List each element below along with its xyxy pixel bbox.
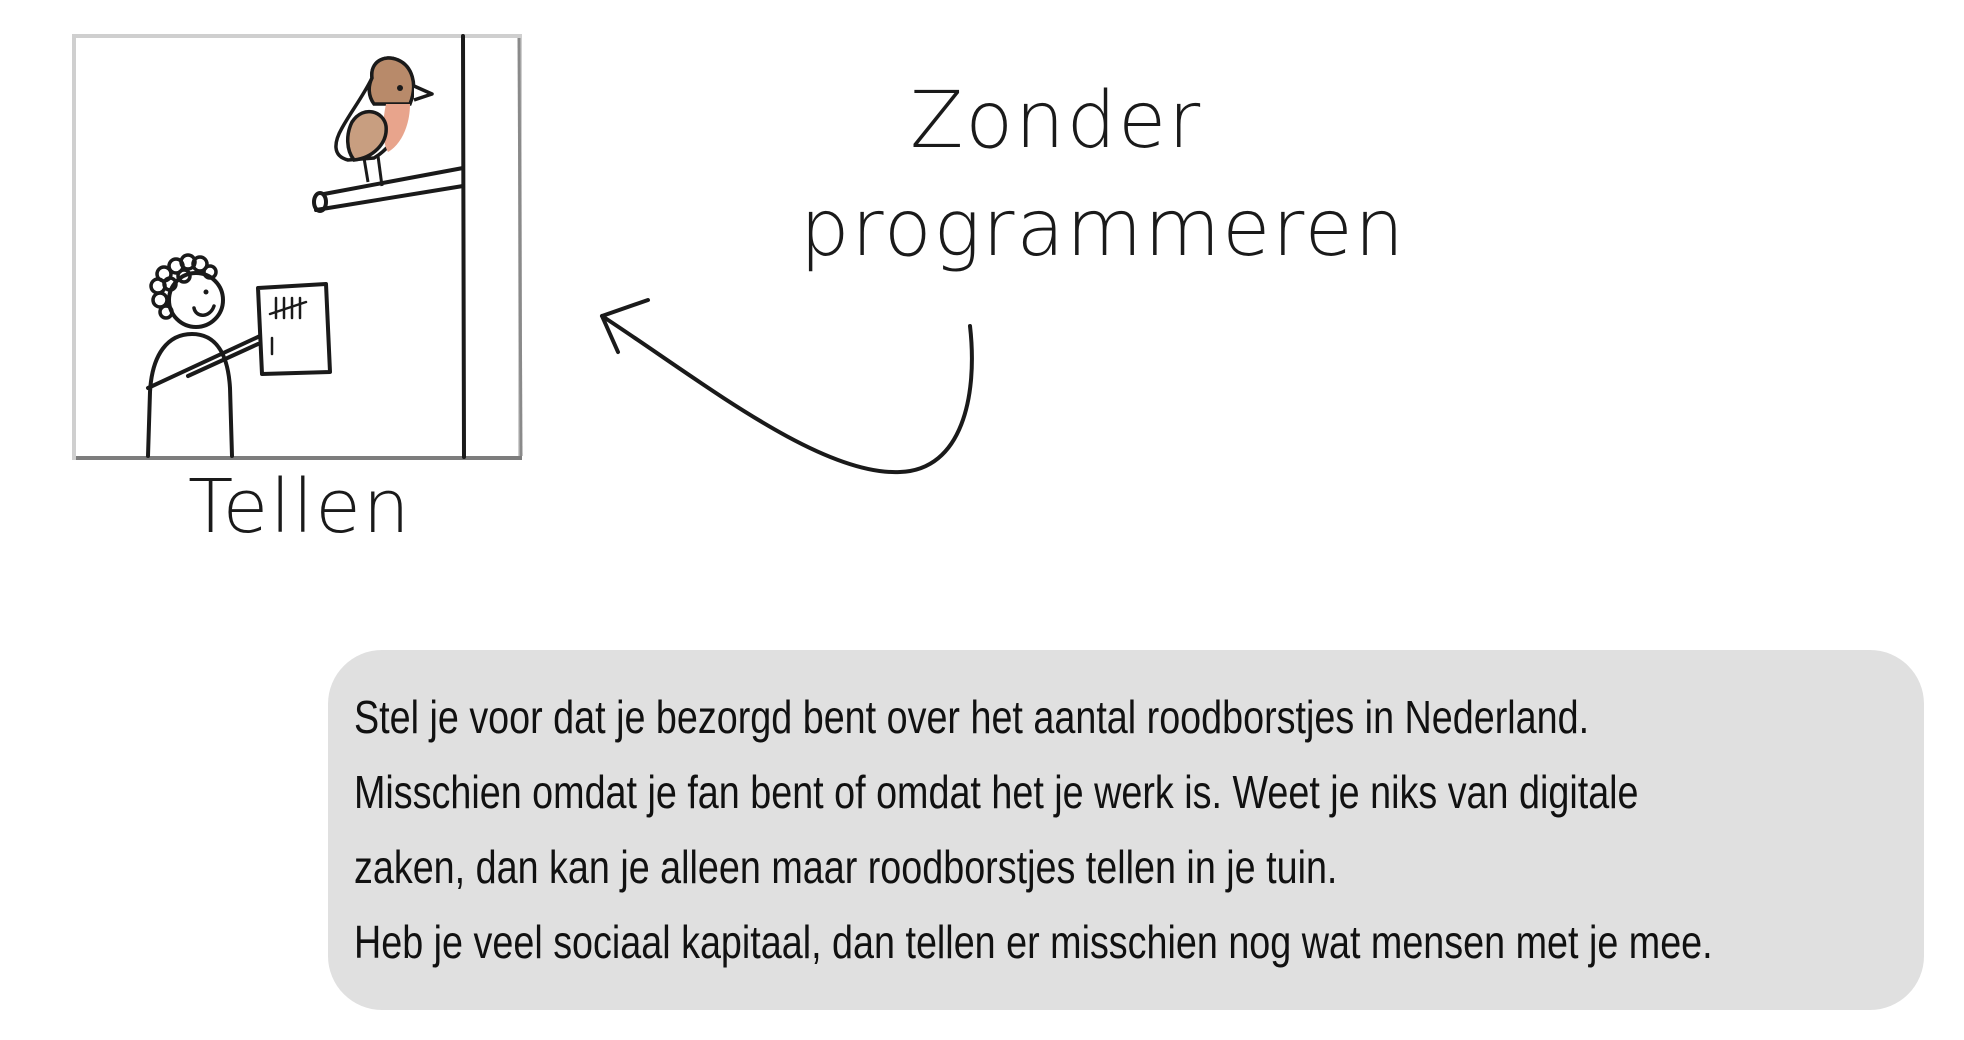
person-icon [148, 255, 330, 456]
caption-line-2: Misschien omdat je fan bent of omdat het je werk is. Weet je niks van digitale [354, 766, 1639, 818]
robin-icon [336, 58, 432, 186]
title-line-1: Zonder [910, 76, 1203, 166]
tree-branch [314, 168, 463, 211]
caption-box [328, 650, 1924, 1010]
title-line-2: programmeren [800, 184, 1406, 274]
picture-frame [74, 36, 522, 458]
caption-line-3: zaken, dan kan je alleen maar roodborstjes tellen in je tuin. [354, 841, 1338, 893]
tree-trunk [463, 36, 464, 457]
caption-line-1: Stel je voor dat je bezorgd bent over het aantal roodborstjes in Nederland. [354, 691, 1590, 743]
curved-arrow-icon [602, 300, 972, 472]
caption-line-4: Heb je veel sociaal kapitaal, dan tellen er misschien nog wat mensen met je mee. [354, 916, 1713, 968]
illustration-label: Tellen [188, 464, 412, 550]
